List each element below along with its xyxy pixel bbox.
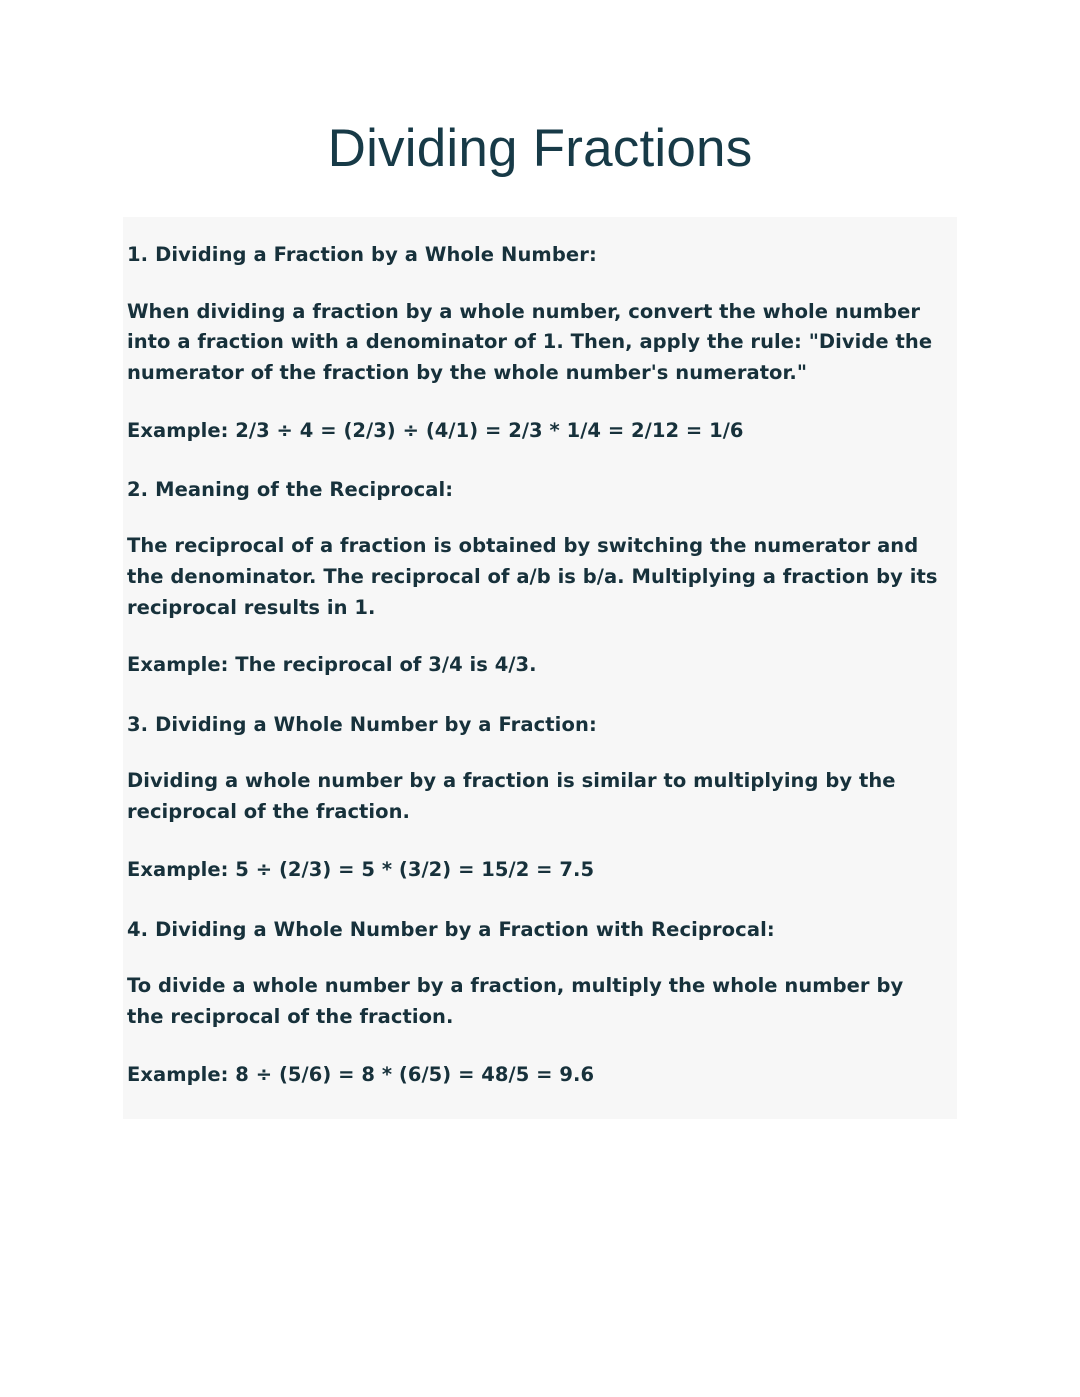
section-2 <box>123 476 957 681</box>
section-4-example: Example: 8 ÷ (5/6) = 8 * (6/5) = 48/5 = 9.6 <box>127 1062 595 1086</box>
section-4-body: To divide a whole number by a fraction, multiply the whole number by the reciprocal of the fraction. <box>127 974 904 1028</box>
spacer <box>123 886 957 916</box>
section-3-example: Example: 5 ÷ (2/3) = 5 * (3/2) = 15/2 = 7.5 <box>127 858 595 882</box>
spacer <box>125 623 939 650</box>
section-2-body: The reciprocal of a fraction is obtained by switching the numerator and the denominator. The reciprocal of a/b is b/a. Multiplying a fraction by its reciprocal results in 1. <box>127 534 938 619</box>
spacer <box>123 447 957 476</box>
spacer <box>125 828 939 855</box>
section-3-heading: 3. Dividing a Whole Number by a Fraction: <box>127 713 597 737</box>
section-2-heading: 2. Meaning of the Reciprocal: <box>127 477 454 501</box>
document-body <box>123 217 957 1118</box>
spacer <box>125 389 939 416</box>
section-1-heading: 1. Dividing a Fraction by a Whole Number: <box>127 243 597 267</box>
page-title: Dividing Fractions <box>327 119 753 178</box>
section-1 <box>123 241 957 446</box>
section-3-body: Dividing a whole number by a fraction is similar to multiplying by the reciprocal of the fraction. <box>127 769 896 824</box>
section-3 <box>123 711 957 886</box>
spacer <box>125 270 939 297</box>
section-4-heading: 4. Dividing a Whole Number by a Fraction with Reciprocal: <box>127 917 775 941</box>
spacer <box>125 504 939 531</box>
spacer <box>125 944 939 971</box>
spacer <box>125 1033 939 1060</box>
section-4 <box>123 916 957 1091</box>
section-1-body: When dividing a fraction by a whole number, convert the whole number into a fraction with a denominator of 1. Then, apply the rule: "Divide the numerator of the fraction by the whole number's numerator." <box>127 299 933 385</box>
spacer <box>123 681 957 711</box>
section-1-example: Example: 2/3 ÷ 4 = (2/3) ÷ (4/1) = 2/3 * 1/4 = 2/12 = 1/6 <box>127 418 744 442</box>
spacer <box>125 739 939 766</box>
section-2-example: Example: The reciprocal of 3/4 is 4/3. <box>127 653 537 677</box>
